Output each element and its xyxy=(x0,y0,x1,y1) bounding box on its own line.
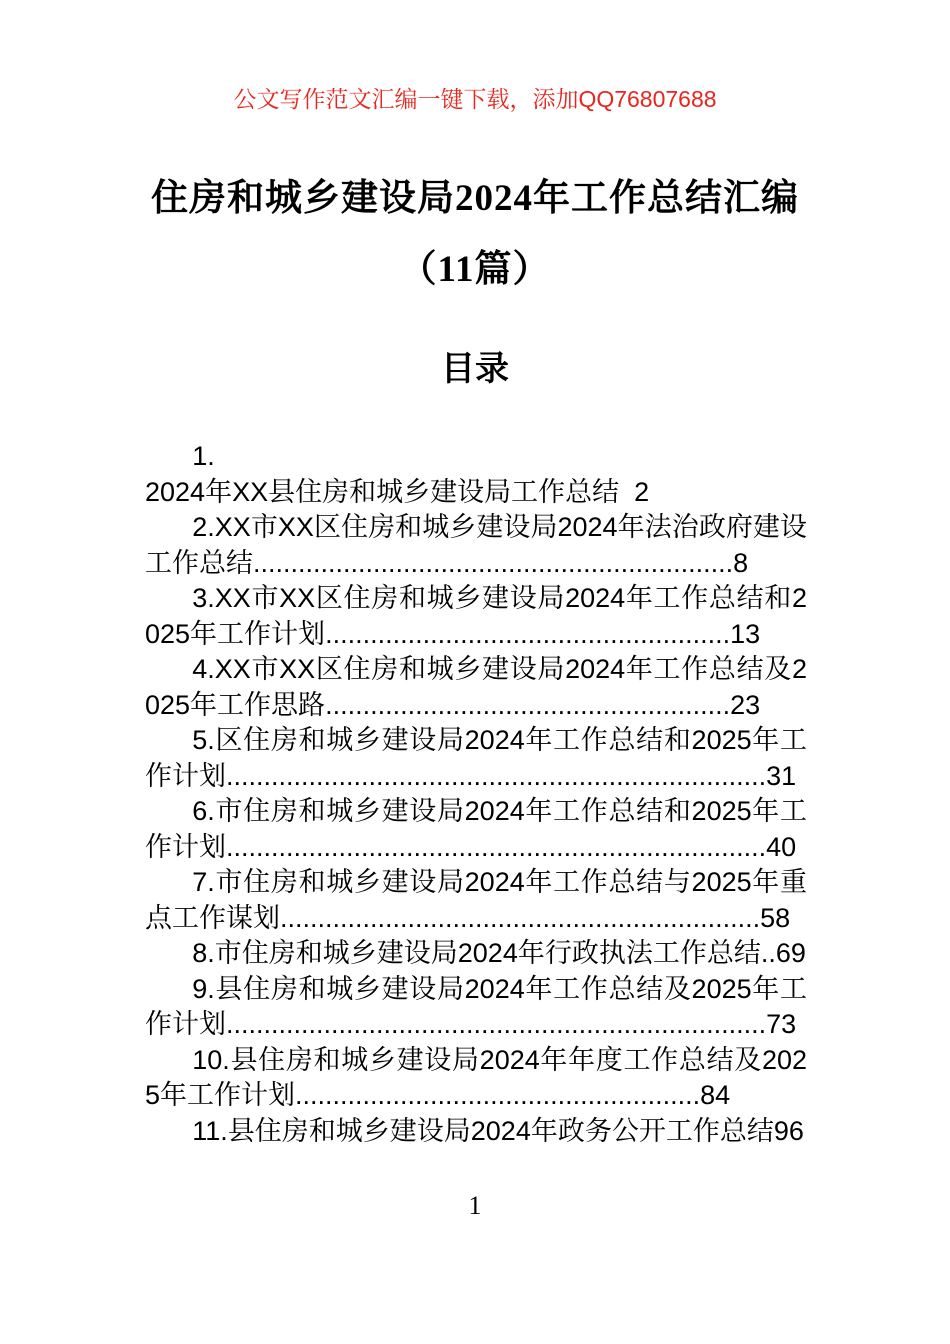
toc-entry-title: 2.XX市XX区住房和城乡建设局2024年法治政府建设工作总结 xyxy=(145,512,807,578)
toc-page-number: 2 xyxy=(634,476,650,507)
promo-banner[interactable]: 公文写作范文汇编一键下载，添加QQ76807688 xyxy=(233,86,717,112)
toc-leader-dots: ...................................................... xyxy=(325,618,731,649)
toc-page-number: 31 xyxy=(766,760,797,791)
toc-entry-title: 7.市住房和城乡建设局2024年工作总结与2025年重点工作谋划 xyxy=(145,867,807,933)
toc-page-number: 13 xyxy=(730,618,761,649)
toc-entry[interactable] xyxy=(145,439,807,510)
toc-entry-title: 2024年XX县住房和城乡建设局工作总结 xyxy=(145,476,620,507)
toc-leader-dots: ................................................................ xyxy=(253,547,734,578)
toc-leader-dots: ........................................................................ xyxy=(226,760,767,791)
toc-heading: 目录 xyxy=(441,350,509,388)
toc-entry-title: 6.市住房和城乡建设局2024年工作总结和2025年工作计划 xyxy=(145,796,807,862)
toc-leader-dots: ................................................................ xyxy=(280,902,761,933)
toc-page-number: 23 xyxy=(730,689,761,720)
toc-page-number: 73 xyxy=(766,1009,797,1039)
toc-entry-title: 9.县住房和城乡建设局2024年工作总结及2025年工作计划 xyxy=(145,973,807,1039)
toc-page-number: 84 xyxy=(700,1080,731,1110)
toc-entry[interactable] xyxy=(145,794,807,865)
toc-entry-title: 11.县住房和城乡建设局2024年政务公开工作总结 xyxy=(192,1115,774,1146)
toc-page-number: 40 xyxy=(766,831,797,862)
toc-page-number: 58 xyxy=(760,902,791,933)
toc-entry[interactable] xyxy=(145,1043,807,1114)
document-title xyxy=(0,163,950,305)
toc-entry[interactable] xyxy=(145,581,807,652)
toc-list xyxy=(145,439,807,1149)
toc-leader-dots xyxy=(619,477,634,507)
toc-entry[interactable] xyxy=(145,1114,807,1150)
toc-entry-title: 8.市住房和城乡建设局2024年行政执法工作总结 xyxy=(192,938,761,968)
toc-entry[interactable] xyxy=(145,510,807,581)
toc-entry[interactable] xyxy=(145,972,807,1043)
toc-page-number: 69 xyxy=(775,938,806,968)
toc-page-number: 8 xyxy=(733,547,749,578)
toc-entry-title: 10.县住房和城乡建设局2024年年度工作总结及2025年工作计划 xyxy=(145,1044,807,1110)
toc-entry[interactable] xyxy=(145,652,807,723)
toc-leader-dots: .. xyxy=(760,938,776,968)
toc-entry[interactable] xyxy=(145,865,807,936)
toc-entry-title: 4.XX市XX区住房和城乡建设局2024年工作总结及2025年工作思路 xyxy=(145,654,807,720)
document-title-line2: （11篇） xyxy=(399,249,551,290)
toc-entry[interactable] xyxy=(145,936,807,972)
document-title-line1: 住房和城乡建设局2024年工作总结汇编 xyxy=(151,178,799,219)
toc-page-number: 96 xyxy=(773,1115,804,1146)
toc-entry-number: 1. xyxy=(192,441,215,471)
toc-leader-dots: ...................................................... xyxy=(295,1080,701,1110)
toc-entry[interactable] xyxy=(145,723,807,794)
toc-leader-dots: ........................................................................ xyxy=(226,1009,767,1039)
toc-entry-title: 3.XX市XX区住房和城乡建设局2024年工作总结和2025年工作计划 xyxy=(145,583,807,649)
toc-leader-dots: ........................................................................ xyxy=(226,831,767,862)
toc-leader-dots: ...................................................... xyxy=(325,689,731,720)
toc-entry-title: 5.区住房和城乡建设局2024年工作总结和2025年工作计划 xyxy=(145,725,807,791)
page-number: 1 xyxy=(468,1191,482,1220)
